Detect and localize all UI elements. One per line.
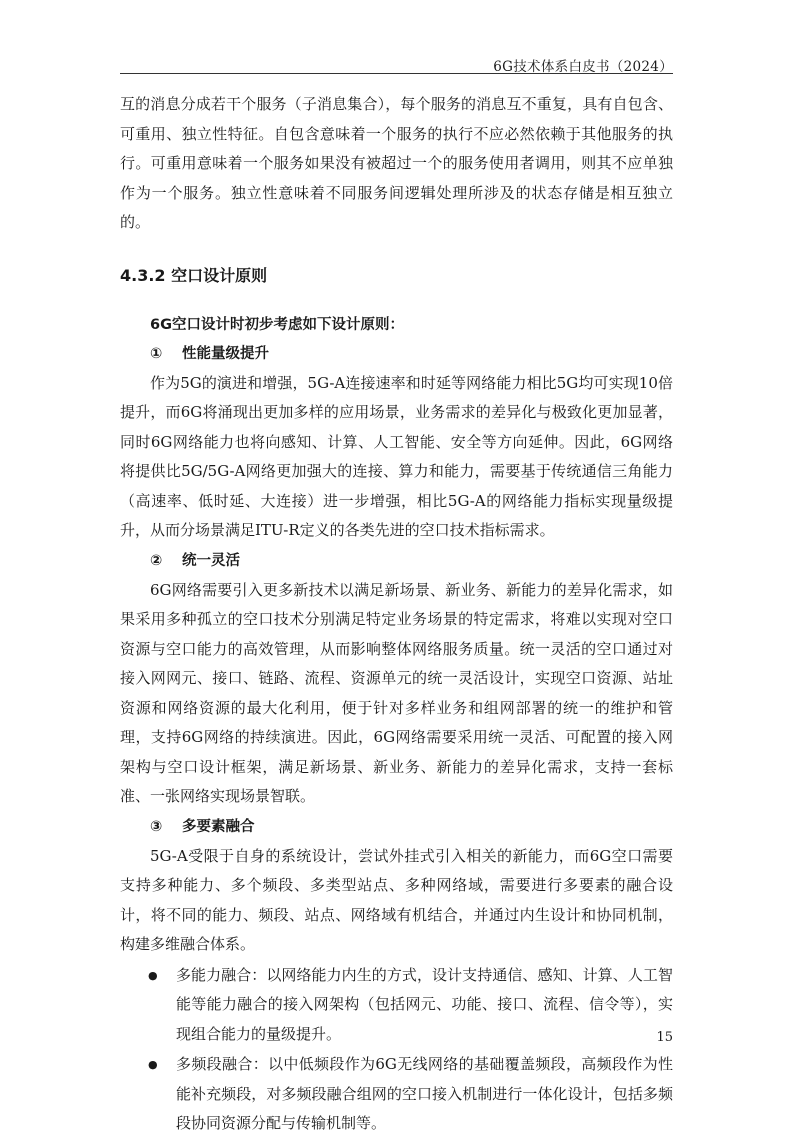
principle-3 — [120, 812, 673, 960]
intro-paragraph: 互的消息分成若干个服务（子消息集合），每个服务的消息互不重复，具有自包含、可重用、独立性特征。自包含意味着一个服务的执行不应必然依赖于其他服务的执行。可重用意味着一个服务如果没有被超过一个的服务使用者调用，则其不应单独作为一个服务。独立性意味着不同服务间逻辑处理所涉及的状态存储是相互独立的。 — [120, 95, 673, 231]
section-title: 空口设计原则 — [171, 265, 268, 285]
bullet-icon: ● — [148, 1058, 158, 1071]
principle-heading — [120, 812, 673, 842]
principle-number: ③ — [150, 818, 163, 835]
principle-number: ① — [150, 345, 163, 362]
bullet-text: 多频段融合：以中低频段作为6G无线网络的基础覆盖频段，高频段作为性能补充频段，对多频段融合组网的空口接入机制进行一体化设计，包括多频段协同资源分配与传输机制等。 — [176, 1055, 673, 1132]
header-divider — [120, 73, 673, 74]
principle-text: 作为5G的演进和增强，5G-A连接速率和时延等网络能力相比5G均可实现10倍提升，而6G将涌现出更加多样的应用场景，业务需求的差异化与极致化更加显著，同时6G网络能力也将向感知、计算、人工智能、安全等方向延伸。因此，6G网络将提供比5G/5G-A网络更加强大的连接、算力和能力，需要基于传统通信三角能力（高速率、低时延、大连接）进一步增强，相比5G-A的网络能力指标实现量级提升，从而分场景满足ITU-R定义的各类先进的空口技术指标需求。 — [120, 373, 673, 539]
list-item — [120, 961, 673, 1050]
principle-title: 统一灵活 — [182, 552, 240, 569]
section-heading — [120, 263, 673, 289]
principle-number: ② — [150, 552, 163, 569]
page-body — [120, 90, 673, 1139]
principle-title: 性能量级提升 — [182, 345, 269, 362]
principle-text: 5G-A受限于自身的系统设计，尝试外挂式引入相关的新能力，而6G空口需要支持多种能力、多个频段、多类型站点、多种网络域，需要进行多要素的融合设计，将不同的能力、频段、站点、网络域有机结合，并通过内生设计和协同机制，构建多维融合体系。 — [120, 846, 673, 953]
principles-lead: 6G空口设计时初步考虑如下设计原则： — [150, 316, 404, 333]
principle-title: 多要素融合 — [182, 818, 255, 835]
bullet-icon: ● — [148, 968, 158, 982]
page-header-title: 6G技术体系白皮书（2024） — [493, 59, 673, 75]
principle-heading — [120, 546, 673, 576]
list-item — [120, 1050, 673, 1139]
principle-heading — [120, 339, 673, 369]
principle-2 — [120, 546, 673, 812]
section-number: 4.3.2 — [120, 265, 166, 285]
page-number: 15 — [656, 1030, 673, 1045]
principle-1 — [120, 339, 673, 546]
bullet-text: 多能力融合：以网络能力内生的方式，设计支持通信、感知、计算、人工智能等能力融合的接入网架构（包括网元、功能、接口、流程、信令等），实现组合能力的量级提升。 — [176, 965, 673, 1043]
principle-text: 6G网络需要引入更多新技术以满足新场景、新业务、新能力的差异化需求，如果采用多种孤立的空口技术分别满足特定业务场景的特定需求，将难以实现对空口资源与空口能力的高效管理，从而影响整体网络服务质量。统一灵活的空口通过对接入网网元、接口、链路、流程、资源单元的统一灵活设计，实现空口资源、站址资源和网络资源的最大化利用，便于针对多样业务和组网部署的统一的维护和管理，支持6G网络的持续演进。因此，6G网络需要采用统一灵活、可配置的接入网架构与空口设计框架，满足新场景、新业务、新能力的差异化需求，支持一套标准、一张网络实现场景智联。 — [120, 580, 673, 805]
